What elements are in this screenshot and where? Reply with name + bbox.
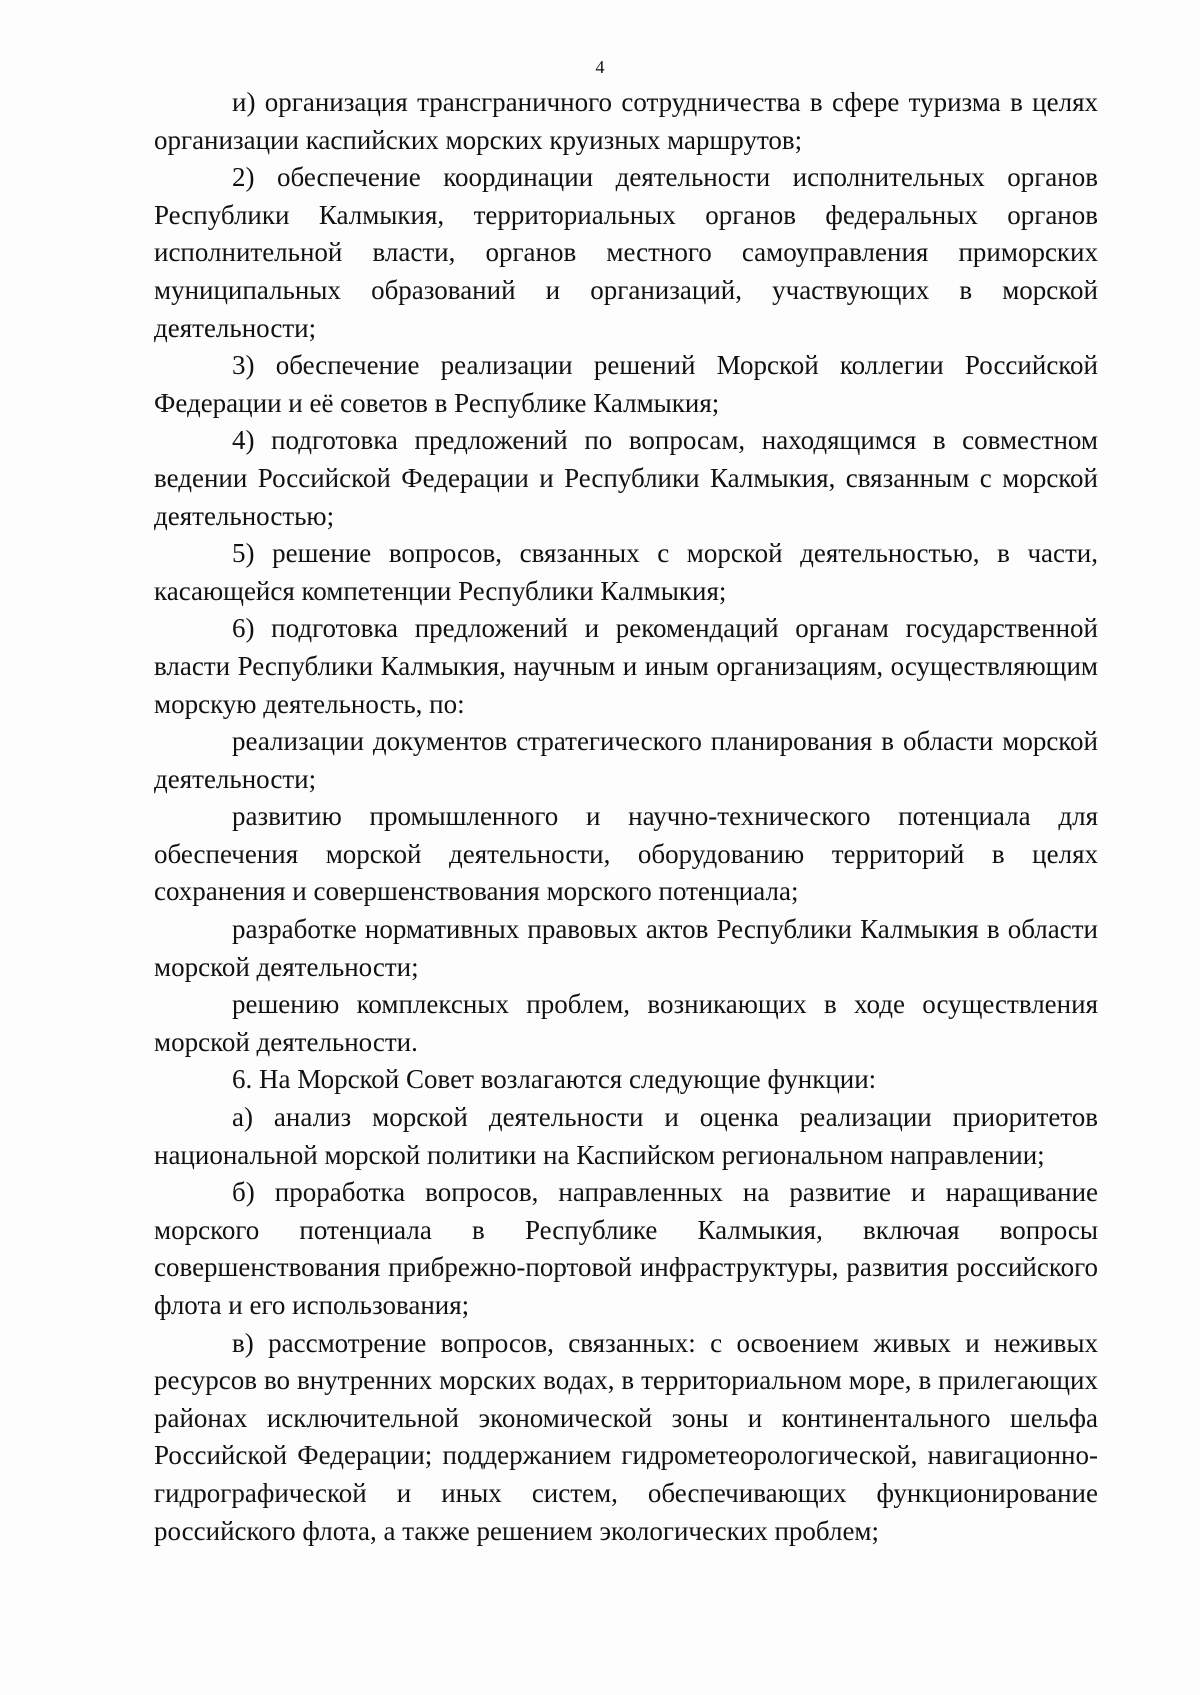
paragraph-subitem-legal-acts: разработке нормативных правовых актов Республики Калмыкия в области морской деятельности; bbox=[154, 914, 1098, 982]
paragraph-subitem-strategic-planning: реализации документов стратегического планирования в области морской деятельности; bbox=[154, 726, 1098, 794]
paragraph-subitem-industrial-potential: развитию промышленного и научно-технического потенциала для обеспечения морской деятельности, оборудованию территорий в целях сохранения и совершенствования морского потенциала; bbox=[154, 801, 1098, 907]
paragraph-item-2: 2) обеспечение координации деятельности исполнительных органов Республики Калмыкия, территориальных органов федеральных органов исполнительной власти, органов местного самоуправления приморских муниципальных образований и организаций, участвующих в морской деятельности; bbox=[154, 162, 1098, 343]
paragraph-item-4: 4) подготовка предложений по вопросам, находящимся в совместном ведении Российской Федерации и Республики Калмыкия, связанным с морской деятельностью; bbox=[154, 425, 1098, 531]
paragraph-section-6: 6. На Морской Совет возлагаются следующие функции: bbox=[232, 1064, 877, 1095]
paragraph-item-b: б) проработка вопросов, направленных на развитие и наращивание морского потенциала в Республике Калмыкия, включая вопросы совершенствования прибрежно-портовой инфраструктуры, развития российского флота и его использования; bbox=[154, 1177, 1098, 1320]
paragraph-item-3: 3) обеспечение реализации решений Морской коллегии Российской Федерации и её советов в Республике Калмыкия; bbox=[154, 350, 1098, 418]
paragraph-item-6: 6) подготовка предложений и рекомендаций органам государственной власти Республики Калмыкия, научным и иным организациям, осуществляющим морскую деятельность, по: bbox=[154, 613, 1098, 719]
paragraph-subitem-complex-problems: решению комплексных проблем, возникающих в ходе осуществления морской деятельности. bbox=[154, 989, 1098, 1057]
page-number: 4 bbox=[595, 57, 605, 77]
paragraph-item-a: а) анализ морской деятельности и оценка реализации приоритетов национальной морской политики на Каспийском региональном направлении; bbox=[154, 1102, 1098, 1170]
document-body bbox=[154, 84, 1098, 1550]
paragraph-item-i: и) организация трансграничного сотрудничества в сфере туризма в целях организации каспийских морских круизных маршрутов; bbox=[154, 87, 1098, 155]
paragraph-item-v: в) рассмотрение вопросов, связанных: с освоением живых и неживых ресурсов во внутренних морских водах, в территориальном море, в прилегающих районах исключительной экономической зоны и континентального шельфа Российской Федерации; поддержанием гидрометеорологической, навигационно-гидрографической и иных систем, обеспечивающих функционирование российского флота, а также решением экологических проблем; bbox=[154, 1327, 1098, 1546]
paragraph-item-5: 5) решение вопросов, связанных с морской деятельностью, в части, касающейся компетенции Республики Калмыкия; bbox=[154, 538, 1098, 606]
